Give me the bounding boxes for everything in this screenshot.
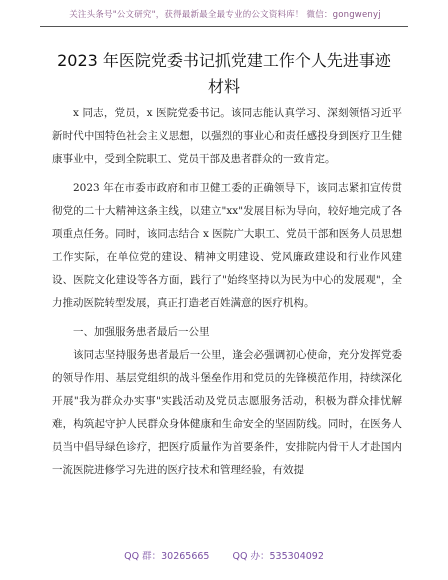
footer-qq-group: QQ 群：30265665 xyxy=(124,551,210,562)
header-divider xyxy=(40,26,408,27)
footer xyxy=(0,548,448,562)
document-body xyxy=(52,102,402,482)
title-line-2: 材料 xyxy=(207,77,240,96)
paragraph-summary: 2023 年在市委市政府和市卫健工委的正确领导下，该同志紧扣宣传贯彻党的二十大精神这条主线，以建立"xx"发展目标为导向，较好地完成了各项重点任务。同时，该同志结合 x 医院广大职工、党员干部和医务人员思想工作实际，在单位党的建设、精神文明建设、党风廉政建设和行业作风建设、医院文化建设等各方面，践行了"始终坚持以为民为中心的发展观"，全力推动医院转型发展，真正打造老百姓满意的医疗机构。 xyxy=(52,182,402,309)
section-heading-1: 一、加强服务患者最后一公里 xyxy=(73,326,210,338)
document-title xyxy=(40,48,408,100)
footer-qq-office: QQ 办：535304092 xyxy=(232,551,324,562)
paragraph-intro: x 同志，党员，x 医院党委书记。该同志能认真学习、深刻领悟习近平新时代中国特色社会主义思想，以强烈的事业心和责任感投身到医疗卫生健康事业中，受到全院职工、党员干部及患者群众的一致肯定。 xyxy=(52,107,402,165)
header-banner: 关注头条号"公文研究"，获得最新最全最专业的公文资料库！ 微信：gongwenyj xyxy=(69,10,381,20)
title-line-1: 2023 年医院党委书记抓党建工作个人先进事迹 xyxy=(57,51,391,70)
paragraph-section-1: 该同志坚持服务患者最后一公里，逢会必强调初心使命，充分发挥党委的领导作用、基层党组织的战斗堡垒作用和党员的先锋模范作用，持续深化开展"我为群众办实事"实践活动及党员志愿服务活动，积极为群众排忧解难，构筑起守护人民群众身体健康和生命安全的坚固防线。同时，在医务人员当中倡导绿色诊疗，把医疗质量作为首要条件，安排院内骨干人才赴国内一流医院进修学习先进的医疗技术和管理经验，有效提 xyxy=(52,349,402,476)
